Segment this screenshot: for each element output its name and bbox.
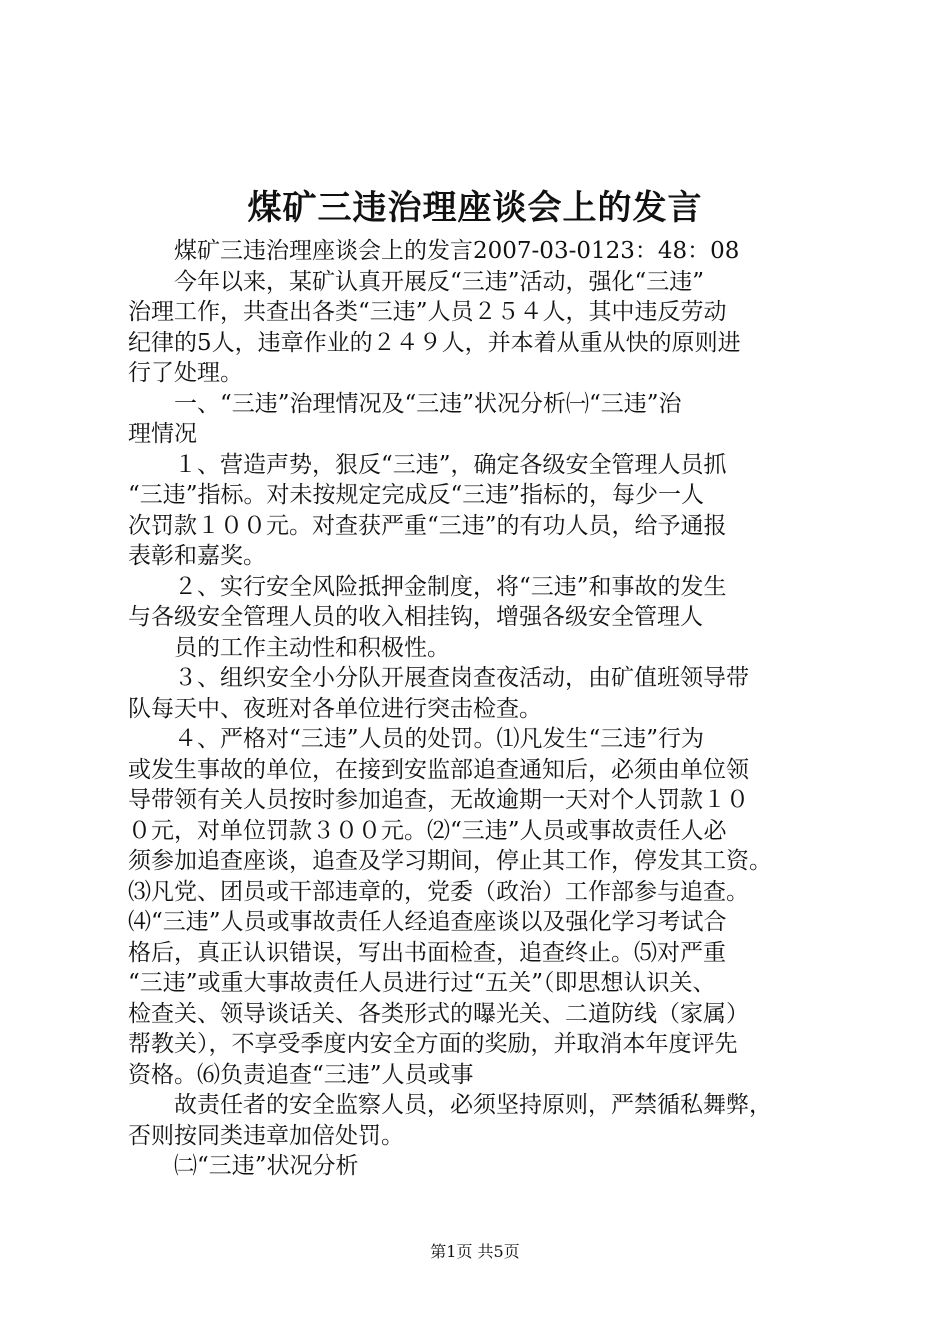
body-line: “三违”或重大事故责任人员进行过“五关”（即思想认识关、	[128, 970, 716, 996]
body-line: 队每天中、夜班对各单位进行突击检查。	[128, 695, 542, 722]
body-line: 理情况	[128, 421, 197, 447]
body-line: 一、“三违”治理情况及“三违”状况分析㈠“三违”治	[128, 390, 682, 417]
body-line: “三违”指标。对未按规定完成反“三违”指标的，每少一人	[128, 482, 705, 508]
body-line: 格后，真正认识错误，写出书面检查，追查终止。⑸对严重	[128, 939, 726, 966]
body-line: 治理工作，共查出各类“三违”人员２５４人，其中违反劳动	[128, 299, 727, 325]
body-line: ２、实行安全风险抵押金制度，将“三违”和事故的发生	[128, 573, 727, 600]
body-line: 纪律的5人，违章作业的２４９人，并本着从重从快的原则进	[128, 329, 741, 356]
body-line: 须参加追查座谈，追查及学习期间，停止其工作，停发其工资。	[128, 848, 772, 874]
body-line: 导带领有关人员按时参加追查，无故逾期一天对个人罚款１０	[128, 787, 749, 813]
body-line: ⑶凡党、团员或干部违章的，党委（政治）工作部参与追查。	[128, 878, 749, 905]
body-line: 帮教关），不享受季度内安全方面的奖励，并取消本年度评先	[128, 1031, 738, 1057]
body-line: ３、组织安全小分队开展查岗查夜活动，由矿值班领导带	[128, 665, 749, 691]
body-line: 与各级安全管理人员的收入相挂钩，增强各级安全管理人	[128, 604, 703, 630]
body-line: 检查关、领导谈话关、各类形式的曝光关、二道防线（家属）	[128, 1000, 749, 1027]
body-line: 或发生事故的单位，在接到安监部追查通知后，必须由单位领	[128, 756, 749, 783]
document-title: 煤矿三违治理座谈会上的发言	[247, 188, 703, 228]
body-line: 今年以来，某矿认真开展反“三违”活动，强化“三违”	[128, 268, 705, 295]
body-line: 行了处理。	[128, 360, 243, 386]
body-line: １、营造声势，狠反“三违”，确定各级安全管理人员抓	[128, 451, 727, 478]
body-line: ０元，对单位罚款３００元。⑵“三违”人员或事故责任人必	[128, 817, 727, 844]
body-line: ⑷“三违”人员或事故责任人经追查座谈以及强化学习考试合	[128, 909, 727, 935]
body-line: 表彰和嘉奖。	[128, 543, 266, 569]
body-line: 次罚款１００元。对查获严重“三违”的有功人员，给予通报	[128, 512, 727, 539]
body-line: 资格。⑹负责追查“三违”人员或事	[128, 1061, 474, 1088]
body-line: 煤矿三违治理座谈会上的发言2007-03-0123：48：08	[128, 238, 740, 264]
body-line: ㈡“三违”状况分析	[128, 1153, 359, 1179]
page-number: 第1页 共5页	[430, 1242, 520, 1261]
body-line: 否则按同类违章加倍处罚。	[128, 1122, 404, 1149]
document-body	[128, 236, 838, 1182]
body-line: 员的工作主动性和积极性。	[128, 634, 450, 661]
body-line: ４、严格对“三违”人员的处罚。⑴凡发生“三违”行为	[128, 726, 705, 752]
body-line: 故责任者的安全监察人员，必须坚持原则，严禁循私舞弊，	[128, 1092, 772, 1118]
